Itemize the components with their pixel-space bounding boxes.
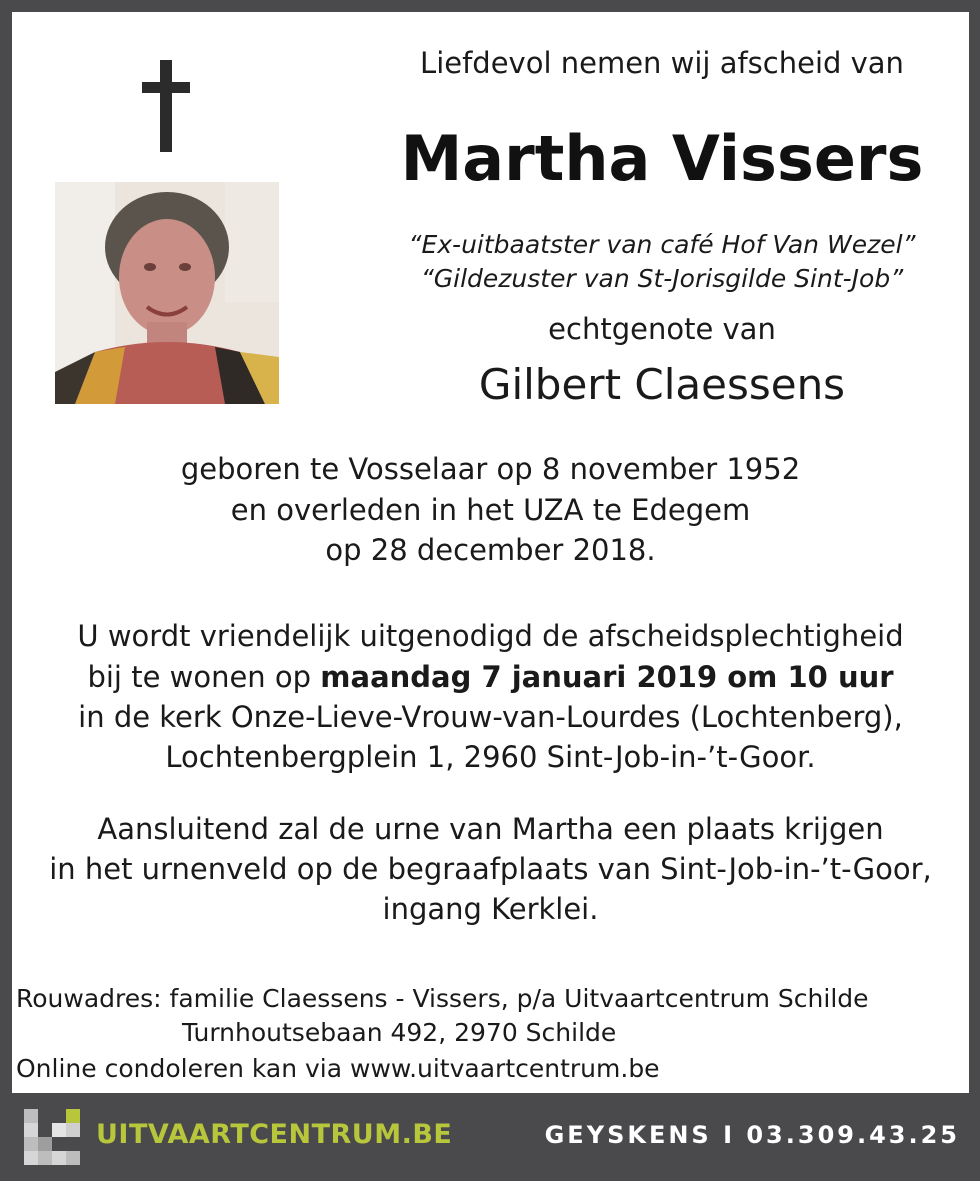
burial-line-3: ingang Kerklei. (382, 892, 599, 926)
obituary-card (12, 0, 969, 1093)
burial-line-1: Aansluitend zal de urne van Martha een plaats krijgen (97, 812, 884, 846)
intro-line: Liefdevol nemen wij afscheid van (420, 46, 904, 80)
address-line: Turnhoutsebaan 492, 2970 Schilde (182, 1018, 617, 1047)
spouse-name: Gilbert Claessens (478, 360, 846, 409)
cross-icon (142, 60, 190, 152)
spouse-label: echtgenote van (548, 312, 776, 346)
invite-line-2 (12, 660, 969, 694)
ceremony-datetime: maandag 7 januari 2019 om 10 uur (320, 660, 894, 694)
portrait-photo (55, 182, 279, 404)
online-condolence-line: Online condoleren kan via www.uitvaartcentrum.be (16, 1054, 660, 1083)
rouwadres-line: Rouwadres: familie Claessens - Vissers, p/a Uitvaartcentrum Schilde (16, 984, 869, 1013)
invite-line-2-text: bij te wonen op (87, 660, 321, 694)
footer-bar (0, 1093, 980, 1181)
invite-line-4: Lochtenbergplein 1, 2960 Sint-Job-in-’t-Goor. (165, 740, 816, 774)
brand-logo-icon (24, 1109, 80, 1165)
birth-line: geboren te Vosselaar op 8 november 1952 (180, 452, 801, 486)
deceased-name: Martha Vissers (400, 122, 924, 195)
invite-line-3: in de kerk Onze-Lieve-Vrouw-van-Lourdes (Lochtenberg), (78, 700, 903, 734)
brand-name: UITVAARTCENTRUM.BE (96, 1119, 453, 1150)
invite-line-1: U wordt vriendelijk uitgenodigd de afscheidsplechtigheid (77, 619, 904, 653)
quote-2: “Gildezuster van St-Jorisgilde Sint-Job” (420, 264, 904, 293)
death-place-line: en overleden in het UZA te Edegem (230, 493, 751, 527)
death-date-line: op 28 december 2018. (325, 533, 656, 567)
quote-1: “Ex-uitbaatster van café Hof Van Wezel” (408, 230, 916, 259)
burial-line-2: in het urnenveld op de begraafplaats van Sint-Job-in-’t-Goor, (49, 852, 932, 886)
contact-phone: GEYSKENS I 03.309.43.25 (544, 1121, 960, 1149)
